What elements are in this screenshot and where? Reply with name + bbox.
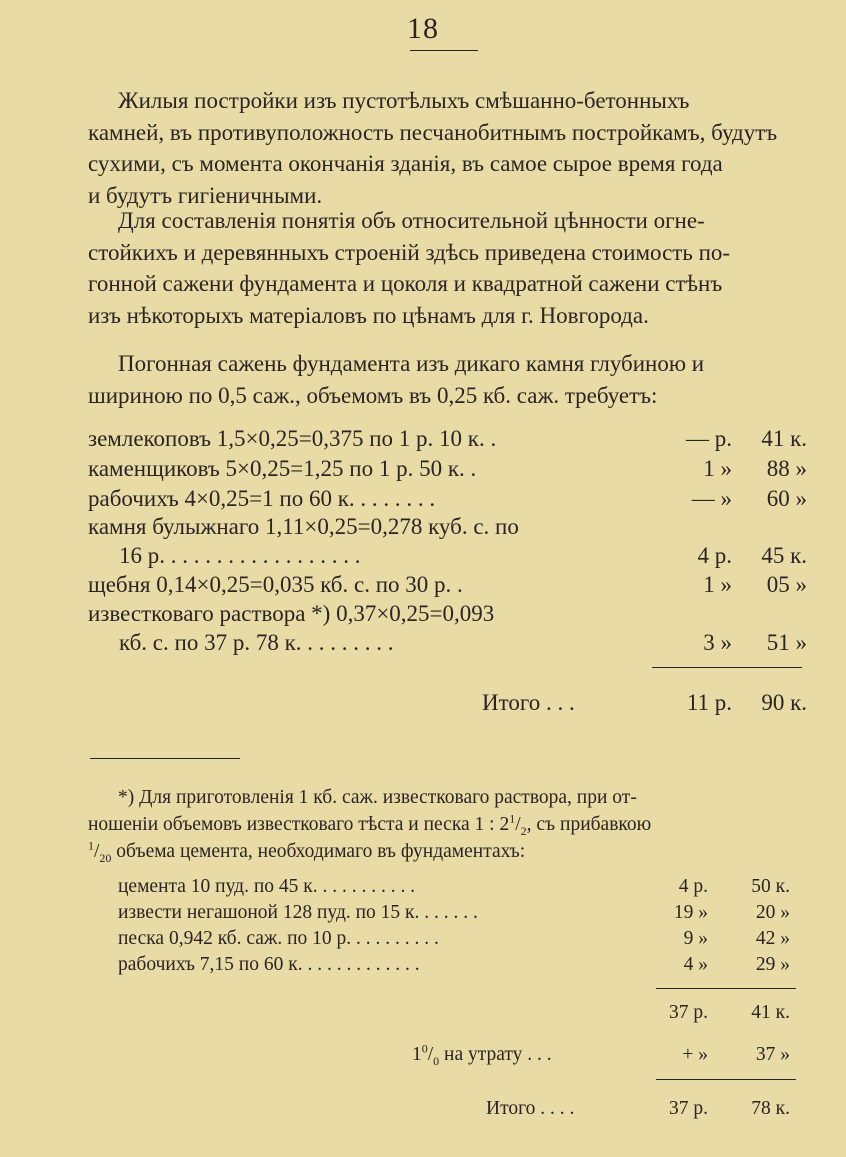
page-number: 18: [407, 12, 439, 45]
comparison-line: изъ нѣкоторыхъ матеріаловъ по цѣнамъ для г. Новгорода.: [88, 302, 649, 328]
foundation-intro-line: шириною по 0,5 саж., объемомъ въ 0,25 кб. саж. требуетъ:: [88, 382, 658, 408]
footnote-total-rule: [656, 1079, 796, 1080]
foundation-item-kop: 51 »: [766, 630, 807, 655]
intro-line: и будутъ гигіеничными.: [88, 182, 323, 208]
comparison-line: гонной сажени фундамента и цоколя и квадратной сажени стѣнъ: [88, 271, 723, 296]
foundation-item-rub: 4 р.: [697, 543, 732, 568]
footnote-line: $^1/_{20}$ объема цемента, необходимаго въ фундаментахъ:: [88, 838, 526, 865]
foundation-item-rub: — р.: [686, 426, 732, 451]
foundation-total-row: [0, 688, 846, 718]
foundation-row: [0, 541, 846, 571]
footnote-total-rub: 37 р.: [669, 1098, 708, 1119]
footnote-item-rub: 4 р.: [678, 876, 708, 897]
footnote-item-rub: 19 »: [673, 902, 708, 923]
footnote-item-kop: 50 к.: [751, 876, 790, 897]
footnote-loss-label: $1^0/_0$ на утрату . . .: [412, 1041, 552, 1068]
foundation-item-kop: 45 к.: [761, 543, 807, 568]
foundation-row: [0, 570, 846, 600]
foundation-item-text: 16 р. . . . . . . . . . . . . . . . . .: [119, 543, 361, 568]
intro-line: Жилыя постройки изъ пустотѣлыхъ смѣшанно-бетонныхъ: [118, 88, 690, 113]
footnote-row: [0, 900, 846, 926]
foundation-total-kop: 90 к.: [761, 690, 807, 715]
footnote-item-text: цемента 10 пуд. по 45 к. . . . . . . . . . .: [118, 876, 416, 897]
footnote-loss-rub: + »: [682, 1044, 708, 1065]
foundation-item-kop: 88 »: [766, 456, 807, 481]
footnote-line: *) Для приготовленія 1 кб. саж. известковаго раствора, при от-: [118, 787, 637, 808]
foundation-row: [0, 512, 846, 542]
footnote-item-rub: 4 »: [683, 954, 708, 975]
page-number-underline: [410, 50, 478, 51]
footnote-item-kop: 42 »: [755, 928, 790, 949]
foundation-item-text: землекоповъ 1,5×0,25=0,375 по 1 р. 10 к. .: [88, 426, 497, 451]
foundation-item-text: рабочихъ 4×0,25=1 по 60 к. . . . . . . .: [88, 486, 436, 511]
foundation-item-kop: 41 к.: [761, 426, 807, 451]
foundation-total-rub: 11 р.: [686, 690, 732, 715]
intro-line: камней, въ противуположность песчанобитнымъ постройкамъ, будутъ: [88, 119, 778, 145]
foundation-item-rub: 1 »: [703, 572, 732, 597]
foundation-total-label: Итого . . .: [482, 690, 575, 715]
footnote-row: [0, 926, 846, 952]
foundation-row: [0, 454, 846, 484]
footnote-item-text: песка 0,942 кб. саж. по 10 р. . . . . . . . . .: [118, 928, 439, 949]
footnote-line: ношеніи объемовъ известковаго тѣста и песка 1 : $2^1/_2$, съ прибавкою: [88, 811, 652, 838]
footnote-row: [0, 874, 846, 900]
footnote-item-kop: 20 »: [755, 902, 790, 923]
comparison-paragraph: [88, 205, 834, 331]
intro-line: сухими, съ момента окончанія зданія, въ самое сырое время года: [88, 151, 723, 176]
footnote-item-kop: 29 »: [755, 954, 790, 975]
footnote-sum-rule: [656, 988, 796, 989]
comparison-line: стойкихъ и деревянныхъ строеній здѣсь приведена стоимость по-: [88, 239, 731, 265]
footnote-total-row: [0, 1096, 846, 1122]
footnote-subtotal-row: [0, 1000, 846, 1026]
footnote-subtotal-rub: 37 р.: [669, 1002, 708, 1023]
footnote-loss-kop: 37 »: [755, 1044, 790, 1065]
foundation-item-kop: 05 »: [766, 572, 807, 597]
foundation-intro-paragraph: [88, 348, 834, 411]
foundation-row: [0, 484, 846, 514]
footnote-subtotal-kop: 41 к.: [751, 1002, 790, 1023]
foundation-item-text: кб. с. по 37 р. 78 к. . . . . . . . .: [119, 630, 394, 655]
footnote-paragraph: [88, 784, 834, 865]
footnote-row: [0, 952, 846, 978]
footnote-total-label: Итого . . . .: [486, 1098, 575, 1119]
footnote-item-text: извести негашоной 128 пуд. по 15 к. . . . . . .: [118, 902, 478, 923]
footnote-loss-row: [0, 1042, 846, 1068]
foundation-item-text: камня булыжнаго 1,11×0,25=0,278 куб. с. по: [88, 514, 519, 539]
foundation-sum-rule: [652, 667, 802, 668]
intro-paragraph: [88, 85, 834, 211]
foundation-item-text: известковаго раствора *) 0,37×0,25=0,093: [88, 601, 495, 626]
footnote-total-kop: 78 к.: [751, 1098, 790, 1119]
foundation-item-kop: 60 »: [766, 486, 807, 511]
foundation-row: [0, 424, 846, 454]
foundation-item-rub: 3 »: [703, 630, 732, 655]
footnote-item-rub: 9 »: [683, 928, 708, 949]
footnote-item-text: рабочихъ 7,15 по 60 к. . . . . . . . . . . . .: [118, 954, 420, 975]
foundation-row: [0, 628, 846, 658]
footnote-separator: [90, 758, 240, 759]
foundation-intro-line: Погонная сажень фундамента изъ дикаго камня глубиною и: [118, 351, 705, 376]
foundation-item-text: щебня 0,14×0,25=0,035 кб. с. по 30 р. .: [88, 572, 463, 597]
foundation-row: [0, 599, 846, 629]
foundation-item-rub: 1 »: [703, 456, 732, 481]
foundation-item-rub: — »: [691, 486, 732, 511]
foundation-item-text: каменщиковъ 5×0,25=1,25 по 1 р. 50 к. .: [88, 456, 477, 481]
comparison-line: Для составленія понятія объ относительной цѣнности огне-: [118, 208, 705, 233]
